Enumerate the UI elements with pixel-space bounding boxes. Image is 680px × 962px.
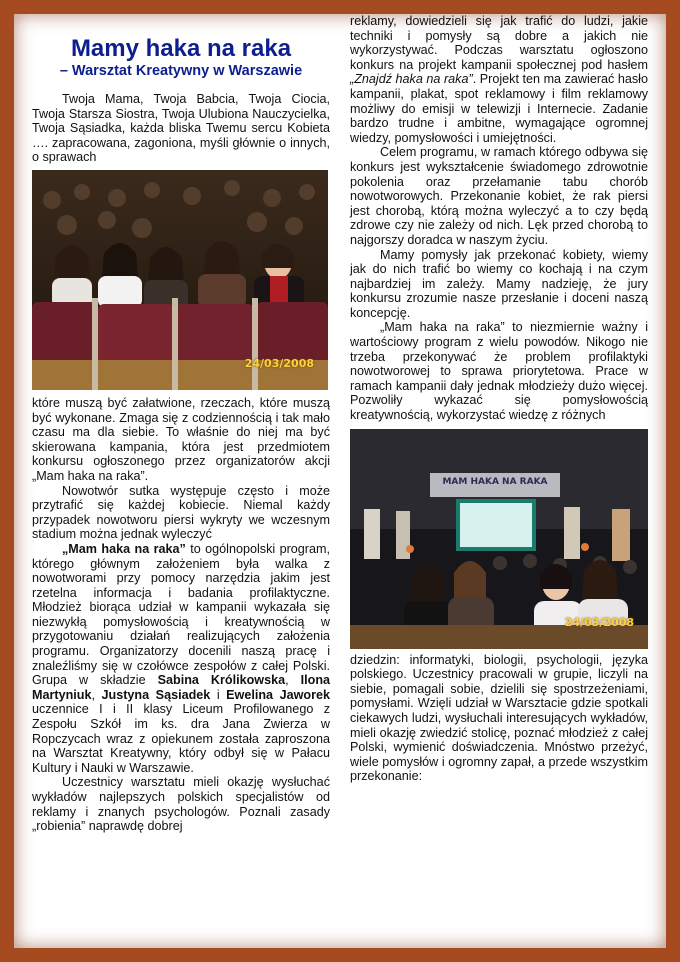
ads-text-b: . Projekt ten ma zawierać hasło kampanii, plakat, spot reklamowy i film reklamowy możliwy do emisji w telewizji i Internecie. Zadanie bardzo trudne i ambitne, wymagające ogromnej wiedzy, pomysłowości i umiejętności. — [350, 72, 648, 145]
article-subtitle: – Warsztat Kreatywny w Warszawie — [59, 63, 303, 79]
program-text-b: uczennice I i II klasy Liceum Profilowanego z Zespołu Szkół im ks. dra Jana Zwierza w Ropczycach wraz z opiekunem została zaproszona na Warsztat Kreatywny, który odbył się w Pałacu Kultury i Nauki w Warszawie. — [32, 702, 330, 775]
paragraph-goal: Celem programu, w ramach którego odbywa się konkurs jest wykształcenie świadomego zdrowotnie pokolenia oraz przełamanie tabu chorób nowotworowych. Przekonanie kobiet, że rak piersi jest chorobą, którą można wyleczyć a to czy będą zdrowe czy nie zależy od nich. Lęk przed chorobą to najgorszy doradca w naszym życiu. — [350, 145, 648, 247]
article-title: Mamy haka na raka — [70, 35, 292, 62]
paragraph-program — [32, 542, 330, 776]
conference-photo — [350, 429, 648, 649]
banner-text: MAM HAKA NA RAKA — [442, 476, 548, 487]
photo-date-stamp: 24/03/2008 — [564, 616, 634, 630]
ads-text-a: reklamy, dowiedzieli się jak trafić do ludzi, jakie techniki i pomysły są dobre a jakich nie wykorzystywać. Podczas warsztatu ogłoszono konkurs na projekt kampanii społecznej pod hasłem — [350, 14, 648, 72]
student-name-2: Ilona Martyniuk — [32, 673, 331, 702]
article-page — [14, 14, 666, 948]
paragraph-tumor: Nowotwór sutka występuje często i może przytrafić się każdej kobiecie. Niemal każdy przypadek nowotworu piersi wykryty we wczesnym stadium można jednak wyleczyć — [32, 483, 330, 542]
paragraph-intro-continued: które muszą być załatwione, rzeczach, które muszą być wykonane. Zmaga się z codziennością i tak mało czasu ma dla siebie. To właśnie do niej ma być skierowana kampania, która jest przedmiotem konkursu ogłoszonego przez organizatorów akcji „Mam haka na raka”. — [32, 395, 330, 483]
paragraph-workshop: Uczestnicy warsztatu mieli okazję wysłuchać wykładów najlepszych polskich specjalistów od reklamy i znanych psychologów. Poznali zasady „robienia” naprawdę dobrej — [32, 775, 330, 834]
left-column — [32, 14, 330, 834]
right-column — [350, 14, 648, 784]
paragraph-value: „Mam haka na raka” to niezmiernie ważny i wartościowy program z wielu powodów. Nikogo nie trzeba przekonywać że problem profilaktyki nowotworowej to sprawa priorytetowa. Prace w ramach kampanii dały jednak młodzieży dużo więcej. Pozwoliły wykazać się pomysłowością kreatywnością, wykorzystać wiedzę z różnych — [350, 320, 648, 423]
paragraph-value-continued: dziedzin: informatyki, biologii, psychologii, języka polskiego. Uczestnicy pracowali w grupie, liczyli na siebie, pomagali sobie, dzielili się spostrzeżeniami, pomysłami. Wzięli udział w Warsztacie gdzie spotkali ciekawych ludzi, wysłuchali interesujących wykładów, mieli okazję zwiedzić stolicę, poznać młodzież z całej Polski, wymienić doświadczenia. Mnóstwo przeżyć, wiele pomysłów i ogromny zapał, a przede wszystkim przekonanie: — [350, 652, 648, 784]
student-name-4: Ewelina Jaworek — [226, 687, 330, 702]
name-separator: i — [210, 687, 227, 702]
program-name-bold: „Mam haka na raka” — [62, 541, 186, 556]
student-name-1: Sabina Królikowska — [157, 673, 286, 688]
name-separator: , — [91, 687, 102, 702]
paragraph-intro: Twoja Mama, Twoja Babcia, Twoja Ciocia, Twoja Starsza Siostra, Twoja Ulubiona Nauczycielka, Twoja Sąsiadka, każda bliska Twemu sercu Kobieta …. zapracowana, zagoniona, myśli głównie o innych, o sprawach — [32, 92, 330, 165]
paragraph-ads — [350, 14, 648, 145]
program-text-a: to ogólnopolski program, którego głównym założeniem była walka z nowotworami przy pomocy narzędzia jakim jest rzetelna informacja i badania profilaktyczne. Młodzież biorąca udział w kampanii wykazała się niezwykłą pomysłowością i kreatywnością w przygotowaniu działań realizujących założenia programu. Organizatorzy docenili naszą pracę i znaleźliśmy się w czołówce zespołów z całej Polski. Grupa w składzie — [32, 541, 330, 688]
name-separator: , — [285, 673, 301, 688]
photo-date-stamp: 24/03/2008 — [244, 357, 314, 371]
paragraph-ideas: Mamy pomysły jak przekonać kobiety, wiemy jak do nich trafić bo wiemy co kochają i na czym najbardziej im zależy. Mamy nadzieję, że jury konkursu zrozumie nasze przesłanie i doceni naszą koncepcję. — [350, 247, 648, 320]
campaign-slogan: „Znajdź haka na raka” — [350, 72, 473, 87]
auditorium-photo — [32, 170, 328, 390]
student-name-3: Justyna Sąsiadek — [101, 687, 211, 702]
